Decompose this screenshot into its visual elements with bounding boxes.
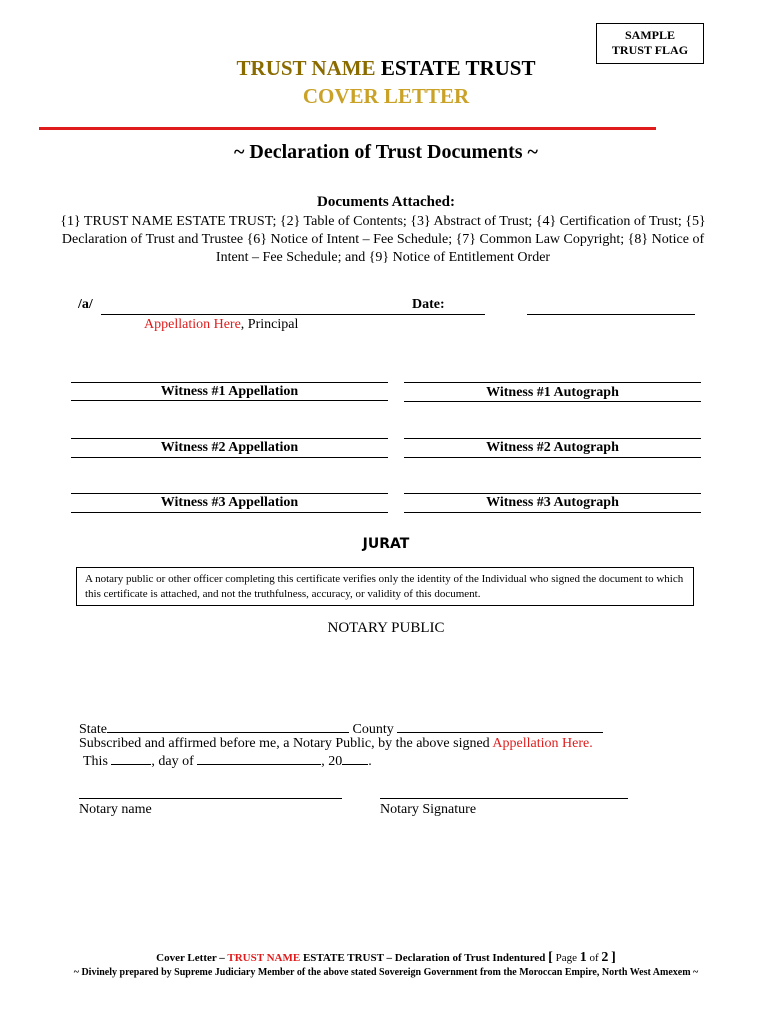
witness-2-appellation-label: Witness #2 Appellation <box>160 440 299 455</box>
footer-page-total: 2 <box>601 950 609 965</box>
subscribed-row <box>79 736 719 752</box>
subscribed-appellation: Appellation Here. <box>492 736 593 751</box>
flag-line1: SAMPLE <box>624 28 675 42</box>
county-label: County <box>352 722 394 737</box>
principal-signature-row <box>78 297 698 313</box>
footer-close-bracket: ] <box>611 950 616 965</box>
notary-public-heading: NOTARY PUBLIC <box>327 620 445 636</box>
day-of-label: , day of <box>151 754 194 769</box>
notary-name-label: Notary name <box>79 802 152 817</box>
notary-signature-label: Notary Signature <box>380 802 477 817</box>
witness-2-appellation-underline <box>71 457 388 458</box>
witness-1-appellation-line <box>71 382 388 383</box>
footer-tagline: ~ Divinely prepared by Supreme Judiciary Member of the above stated Sovereign Government from the Moroccan Empire, North West Amexem ~ <box>73 967 699 978</box>
witness-1-autograph-line <box>404 382 701 383</box>
footer-middle: ESTATE TRUST – Declaration of Trust Indentured <box>302 952 546 964</box>
footer-page-word: Page <box>555 952 577 964</box>
county-line <box>397 720 603 733</box>
date-line <box>527 314 695 315</box>
principal-appellation <box>144 317 298 333</box>
state-label: State <box>79 722 107 737</box>
month-line <box>197 752 321 765</box>
date-row <box>83 752 683 770</box>
footer-prefix: Cover Letter – <box>156 952 225 964</box>
day-line <box>111 752 151 765</box>
state-line <box>107 720 349 733</box>
footer-open-bracket: [ <box>548 950 553 965</box>
estate-trust: ESTATE TRUST <box>380 56 536 80</box>
witness-2-autograph-line <box>404 438 701 439</box>
year-suffix: . <box>368 754 372 769</box>
trust-name: TRUST NAME <box>236 56 376 80</box>
principal-signature-line <box>101 314 485 315</box>
witness-3-autograph-line <box>404 493 701 494</box>
witness-3-appellation-label: Witness #3 Appellation <box>160 495 299 510</box>
footer-page-number: 1 <box>579 950 587 965</box>
witness-3-appellation-line <box>71 493 388 494</box>
witness-1-autograph-underline <box>404 401 701 402</box>
year-prefix: , 20 <box>321 754 343 769</box>
witness-3-autograph-underline <box>404 512 701 513</box>
witness-2-autograph-underline <box>404 457 701 458</box>
appellation-placeholder: Appellation Here <box>144 317 241 332</box>
date-label: Date: <box>412 297 445 312</box>
subscribed-text: Subscribed and affirmed before me, a Notary Public, by the above signed <box>79 736 490 751</box>
jurat-heading: JURAT <box>362 536 410 552</box>
witness-1-appellation-underline <box>71 400 388 401</box>
footer-trust-name: TRUST NAME <box>227 952 301 964</box>
title-divider <box>39 127 656 130</box>
flag-line2: TRUST FLAG <box>611 43 689 57</box>
declaration-heading: ~ Declaration of Trust Documents ~ <box>234 141 538 163</box>
witness-3-autograph-label: Witness #3 Autograph <box>486 495 619 510</box>
witness-2-autograph-label: Witness #2 Autograph <box>486 440 619 455</box>
footer-of-word: of <box>589 952 599 964</box>
documents-list: {1} TRUST NAME ESTATE TRUST; {2} Table of Contents; {3} Abstract of Trust; {4} Certification of Trust; {5} Declaration of Trust and Trustee {6} Notice of Intent – Fee Schedule; {7} Common Law Copyright; {8} Notice of Intent – Fee Schedule; and {9} Notice of Entitlement Order <box>60 214 706 265</box>
principal-label: , Principal <box>240 317 299 332</box>
jurat-notice-box <box>76 567 694 606</box>
notary-signature-line <box>380 798 628 799</box>
documents-heading: Documents Attached: <box>317 194 455 210</box>
jurat-notice-text: A notary public or other officer completing this certificate verifies only the identity of the Individual who signed the document to which this certificate is attached, and not the truthfulness, accuracy, or validity of this document. <box>85 573 684 600</box>
notary-name-line <box>79 798 342 799</box>
witness-1-autograph-label: Witness #1 Autograph <box>486 385 619 400</box>
witness-2-appellation-line <box>71 438 388 439</box>
signature-prefix: /a/ <box>78 297 93 312</box>
witness-3-appellation-underline <box>71 512 388 513</box>
witness-1-appellation-label: Witness #1 Appellation <box>160 384 299 399</box>
document-title <box>0 56 768 81</box>
year-line <box>342 752 368 765</box>
page-footer <box>0 950 768 966</box>
cover-letter-title: COVER LETTER <box>302 84 470 108</box>
this-label: This <box>83 754 108 769</box>
